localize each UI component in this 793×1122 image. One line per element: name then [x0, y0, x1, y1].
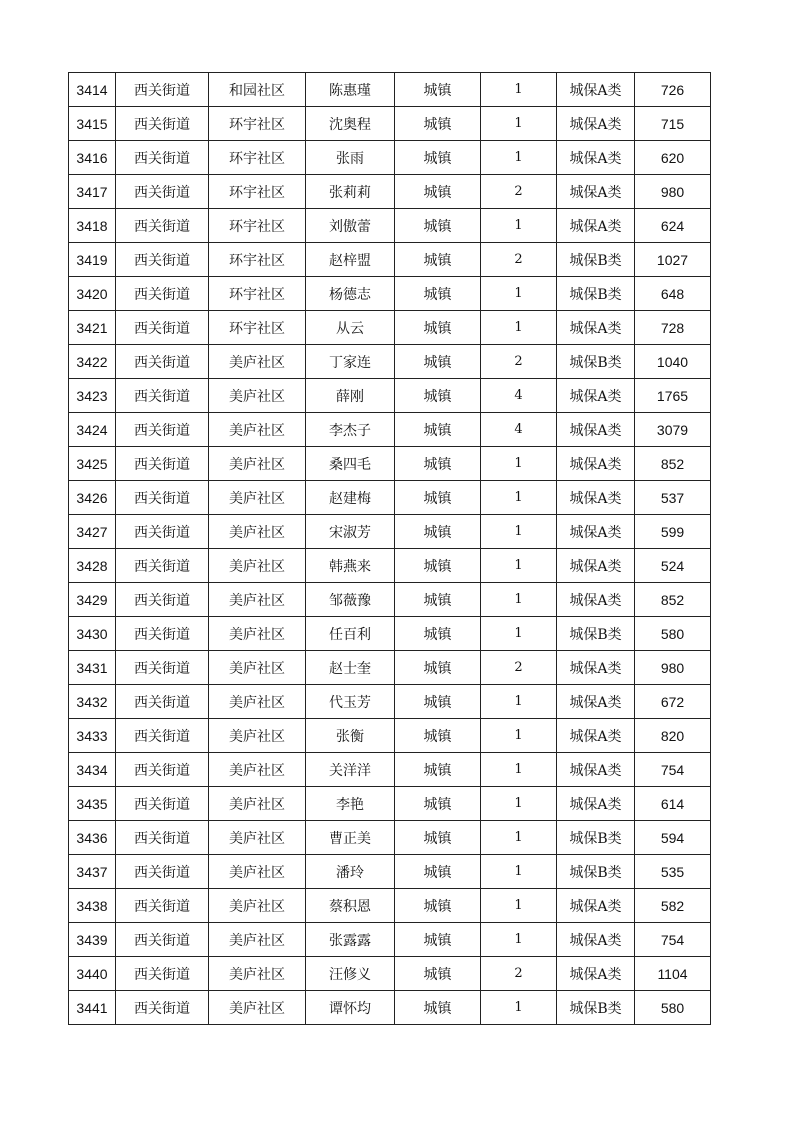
household-type-cell: 城镇 — [395, 141, 481, 175]
household-size-cell: 2 — [481, 345, 557, 379]
community-cell: 美庐社区 — [209, 855, 306, 889]
amount-cell: 852 — [635, 447, 711, 481]
household-type-cell: 城镇 — [395, 73, 481, 107]
household-type-cell: 城镇 — [395, 957, 481, 991]
amount-cell: 726 — [635, 73, 711, 107]
subdistrict-cell: 西关街道 — [116, 991, 209, 1025]
household-type-cell: 城镇 — [395, 447, 481, 481]
serial-number-cell: 3430 — [69, 617, 116, 651]
insurance-category-cell: 城保A类 — [557, 481, 635, 515]
name-cell: 沈奥程 — [306, 107, 395, 141]
amount-cell: 852 — [635, 583, 711, 617]
table-row — [69, 243, 711, 277]
community-cell: 和园社区 — [209, 73, 306, 107]
serial-number-cell: 3422 — [69, 345, 116, 379]
table-row — [69, 515, 711, 549]
household-type-cell: 城镇 — [395, 583, 481, 617]
community-cell: 环宇社区 — [209, 175, 306, 209]
community-cell: 美庐社区 — [209, 651, 306, 685]
household-size-cell: 1 — [481, 719, 557, 753]
table-row — [69, 957, 711, 991]
amount-cell: 980 — [635, 651, 711, 685]
serial-number-cell: 3441 — [69, 991, 116, 1025]
table-row — [69, 787, 711, 821]
household-type-cell: 城镇 — [395, 685, 481, 719]
amount-cell: 535 — [635, 855, 711, 889]
name-cell: 刘傲蕾 — [306, 209, 395, 243]
subdistrict-cell: 西关街道 — [116, 175, 209, 209]
amount-cell: 1104 — [635, 957, 711, 991]
community-cell: 美庐社区 — [209, 515, 306, 549]
serial-number-cell: 3437 — [69, 855, 116, 889]
household-type-cell: 城镇 — [395, 719, 481, 753]
table-row — [69, 175, 711, 209]
subdistrict-cell: 西关街道 — [116, 107, 209, 141]
insurance-category-cell: 城保B类 — [557, 855, 635, 889]
amount-cell: 594 — [635, 821, 711, 855]
community-cell: 美庐社区 — [209, 753, 306, 787]
household-size-cell: 1 — [481, 855, 557, 889]
community-cell: 美庐社区 — [209, 923, 306, 957]
community-cell: 美庐社区 — [209, 345, 306, 379]
amount-cell: 1040 — [635, 345, 711, 379]
community-cell: 美庐社区 — [209, 549, 306, 583]
insurance-category-cell: 城保A类 — [557, 583, 635, 617]
serial-number-cell: 3429 — [69, 583, 116, 617]
insurance-category-cell: 城保A类 — [557, 515, 635, 549]
insurance-category-cell: 城保A类 — [557, 73, 635, 107]
table-row — [69, 549, 711, 583]
name-cell: 蔡积恩 — [306, 889, 395, 923]
subdistrict-cell: 西关街道 — [116, 481, 209, 515]
insurance-category-cell: 城保A类 — [557, 923, 635, 957]
subdistrict-cell: 西关街道 — [116, 855, 209, 889]
insurance-category-cell: 城保A类 — [557, 549, 635, 583]
household-type-cell: 城镇 — [395, 379, 481, 413]
name-cell: 张莉莉 — [306, 175, 395, 209]
serial-number-cell: 3432 — [69, 685, 116, 719]
insurance-category-cell: 城保B类 — [557, 991, 635, 1025]
household-size-cell: 2 — [481, 651, 557, 685]
subdistrict-cell: 西关街道 — [116, 957, 209, 991]
household-type-cell: 城镇 — [395, 481, 481, 515]
household-size-cell: 1 — [481, 685, 557, 719]
name-cell: 代玉芳 — [306, 685, 395, 719]
subdistrict-cell: 西关街道 — [116, 787, 209, 821]
household-type-cell: 城镇 — [395, 277, 481, 311]
household-type-cell: 城镇 — [395, 107, 481, 141]
amount-cell: 624 — [635, 209, 711, 243]
subdistrict-cell: 西关街道 — [116, 209, 209, 243]
household-size-cell: 2 — [481, 175, 557, 209]
insurance-category-cell: 城保A类 — [557, 379, 635, 413]
name-cell: 张雨 — [306, 141, 395, 175]
household-size-cell: 1 — [481, 617, 557, 651]
name-cell: 张衡 — [306, 719, 395, 753]
table-row — [69, 821, 711, 855]
serial-number-cell: 3436 — [69, 821, 116, 855]
community-cell: 美庐社区 — [209, 787, 306, 821]
name-cell: 汪修义 — [306, 957, 395, 991]
serial-number-cell: 3431 — [69, 651, 116, 685]
household-type-cell: 城镇 — [395, 243, 481, 277]
insurance-category-cell: 城保A类 — [557, 413, 635, 447]
name-cell: 丁家连 — [306, 345, 395, 379]
household-size-cell: 1 — [481, 515, 557, 549]
household-size-cell: 1 — [481, 583, 557, 617]
insurance-category-cell: 城保A类 — [557, 957, 635, 991]
serial-number-cell: 3421 — [69, 311, 116, 345]
serial-number-cell: 3433 — [69, 719, 116, 753]
table-row — [69, 311, 711, 345]
community-cell: 美庐社区 — [209, 379, 306, 413]
subdistrict-cell: 西关街道 — [116, 923, 209, 957]
insurance-category-cell: 城保A类 — [557, 141, 635, 175]
table-row — [69, 413, 711, 447]
community-cell: 美庐社区 — [209, 957, 306, 991]
household-size-cell: 1 — [481, 277, 557, 311]
amount-cell: 620 — [635, 141, 711, 175]
serial-number-cell: 3440 — [69, 957, 116, 991]
table-row — [69, 889, 711, 923]
household-size-cell: 1 — [481, 311, 557, 345]
household-type-cell: 城镇 — [395, 753, 481, 787]
serial-number-cell: 3424 — [69, 413, 116, 447]
table-row — [69, 73, 711, 107]
community-cell: 美庐社区 — [209, 719, 306, 753]
household-type-cell: 城镇 — [395, 651, 481, 685]
amount-cell: 580 — [635, 991, 711, 1025]
insurance-category-cell: 城保B类 — [557, 345, 635, 379]
table-row — [69, 991, 711, 1025]
amount-cell: 537 — [635, 481, 711, 515]
amount-cell: 648 — [635, 277, 711, 311]
insurance-category-cell: 城保A类 — [557, 447, 635, 481]
amount-cell: 754 — [635, 923, 711, 957]
subdistrict-cell: 西关街道 — [116, 413, 209, 447]
household-type-cell: 城镇 — [395, 617, 481, 651]
amount-cell: 599 — [635, 515, 711, 549]
subdistrict-cell: 西关街道 — [116, 141, 209, 175]
household-size-cell: 1 — [481, 753, 557, 787]
household-size-cell: 1 — [481, 889, 557, 923]
amount-cell: 672 — [635, 685, 711, 719]
table-row — [69, 855, 711, 889]
subdistrict-cell: 西关街道 — [116, 277, 209, 311]
insurance-category-cell: 城保A类 — [557, 311, 635, 345]
table-row — [69, 651, 711, 685]
insurance-category-cell: 城保A类 — [557, 753, 635, 787]
household-type-cell: 城镇 — [395, 923, 481, 957]
subdistrict-cell: 西关街道 — [116, 651, 209, 685]
name-cell: 韩燕来 — [306, 549, 395, 583]
subdistrict-cell: 西关街道 — [116, 753, 209, 787]
household-type-cell: 城镇 — [395, 991, 481, 1025]
household-size-cell: 1 — [481, 821, 557, 855]
household-type-cell: 城镇 — [395, 209, 481, 243]
insurance-category-cell: 城保A类 — [557, 889, 635, 923]
serial-number-cell: 3415 — [69, 107, 116, 141]
roster-table — [68, 72, 711, 1025]
name-cell: 赵梓盟 — [306, 243, 395, 277]
subdistrict-cell: 西关街道 — [116, 719, 209, 753]
amount-cell: 820 — [635, 719, 711, 753]
community-cell: 环宇社区 — [209, 141, 306, 175]
community-cell: 美庐社区 — [209, 821, 306, 855]
household-type-cell: 城镇 — [395, 515, 481, 549]
community-cell: 美庐社区 — [209, 413, 306, 447]
amount-cell: 580 — [635, 617, 711, 651]
amount-cell: 582 — [635, 889, 711, 923]
household-type-cell: 城镇 — [395, 787, 481, 821]
subdistrict-cell: 西关街道 — [116, 617, 209, 651]
serial-number-cell: 3417 — [69, 175, 116, 209]
roster-table-body — [69, 73, 711, 1025]
name-cell: 宋淑芳 — [306, 515, 395, 549]
serial-number-cell: 3428 — [69, 549, 116, 583]
table-row — [69, 345, 711, 379]
name-cell: 薛刚 — [306, 379, 395, 413]
household-size-cell: 4 — [481, 379, 557, 413]
name-cell: 谭怀均 — [306, 991, 395, 1025]
amount-cell: 754 — [635, 753, 711, 787]
name-cell: 潘玲 — [306, 855, 395, 889]
community-cell: 美庐社区 — [209, 991, 306, 1025]
serial-number-cell: 3426 — [69, 481, 116, 515]
name-cell: 赵士奎 — [306, 651, 395, 685]
name-cell: 杨德志 — [306, 277, 395, 311]
name-cell: 李杰子 — [306, 413, 395, 447]
subdistrict-cell: 西关街道 — [116, 73, 209, 107]
insurance-category-cell: 城保A类 — [557, 651, 635, 685]
table-row — [69, 277, 711, 311]
household-size-cell: 4 — [481, 413, 557, 447]
amount-cell: 614 — [635, 787, 711, 821]
subdistrict-cell: 西关街道 — [116, 447, 209, 481]
subdistrict-cell: 西关街道 — [116, 583, 209, 617]
community-cell: 环宇社区 — [209, 277, 306, 311]
community-cell: 美庐社区 — [209, 685, 306, 719]
name-cell: 曹正美 — [306, 821, 395, 855]
amount-cell: 524 — [635, 549, 711, 583]
table-row — [69, 617, 711, 651]
community-cell: 美庐社区 — [209, 617, 306, 651]
insurance-category-cell: 城保B类 — [557, 243, 635, 277]
household-size-cell: 1 — [481, 209, 557, 243]
subdistrict-cell: 西关街道 — [116, 379, 209, 413]
name-cell: 陈惠瑾 — [306, 73, 395, 107]
name-cell: 关洋洋 — [306, 753, 395, 787]
insurance-category-cell: 城保A类 — [557, 107, 635, 141]
serial-number-cell: 3425 — [69, 447, 116, 481]
serial-number-cell: 3439 — [69, 923, 116, 957]
table-row — [69, 583, 711, 617]
household-size-cell: 1 — [481, 923, 557, 957]
community-cell: 美庐社区 — [209, 889, 306, 923]
serial-number-cell: 3420 — [69, 277, 116, 311]
subdistrict-cell: 西关街道 — [116, 889, 209, 923]
household-size-cell: 1 — [481, 481, 557, 515]
table-row — [69, 379, 711, 413]
household-size-cell: 1 — [481, 549, 557, 583]
name-cell: 从云 — [306, 311, 395, 345]
household-size-cell: 1 — [481, 991, 557, 1025]
subdistrict-cell: 西关街道 — [116, 345, 209, 379]
amount-cell: 715 — [635, 107, 711, 141]
serial-number-cell: 3423 — [69, 379, 116, 413]
name-cell: 李艳 — [306, 787, 395, 821]
serial-number-cell: 3438 — [69, 889, 116, 923]
household-size-cell: 2 — [481, 957, 557, 991]
household-type-cell: 城镇 — [395, 311, 481, 345]
insurance-category-cell: 城保A类 — [557, 787, 635, 821]
serial-number-cell: 3419 — [69, 243, 116, 277]
serial-number-cell: 3418 — [69, 209, 116, 243]
subdistrict-cell: 西关街道 — [116, 821, 209, 855]
amount-cell: 728 — [635, 311, 711, 345]
insurance-category-cell: 城保B类 — [557, 277, 635, 311]
name-cell: 赵建梅 — [306, 481, 395, 515]
household-size-cell: 2 — [481, 243, 557, 277]
household-size-cell: 1 — [481, 107, 557, 141]
household-type-cell: 城镇 — [395, 855, 481, 889]
subdistrict-cell: 西关街道 — [116, 515, 209, 549]
table-row — [69, 753, 711, 787]
amount-cell: 980 — [635, 175, 711, 209]
community-cell: 美庐社区 — [209, 447, 306, 481]
table-row — [69, 209, 711, 243]
household-size-cell: 1 — [481, 73, 557, 107]
community-cell: 环宇社区 — [209, 311, 306, 345]
subdistrict-cell: 西关街道 — [116, 311, 209, 345]
household-size-cell: 1 — [481, 141, 557, 175]
table-row — [69, 719, 711, 753]
community-cell: 美庐社区 — [209, 481, 306, 515]
household-type-cell: 城镇 — [395, 175, 481, 209]
community-cell: 环宇社区 — [209, 107, 306, 141]
serial-number-cell: 3416 — [69, 141, 116, 175]
table-row — [69, 141, 711, 175]
table-row — [69, 685, 711, 719]
insurance-category-cell: 城保A类 — [557, 209, 635, 243]
table-row — [69, 481, 711, 515]
household-size-cell: 1 — [481, 787, 557, 821]
serial-number-cell: 3414 — [69, 73, 116, 107]
household-type-cell: 城镇 — [395, 413, 481, 447]
insurance-category-cell: 城保B类 — [557, 821, 635, 855]
name-cell: 邹薇豫 — [306, 583, 395, 617]
subdistrict-cell: 西关街道 — [116, 549, 209, 583]
name-cell: 桑四毛 — [306, 447, 395, 481]
household-type-cell: 城镇 — [395, 549, 481, 583]
table-row — [69, 923, 711, 957]
table-row — [69, 107, 711, 141]
household-type-cell: 城镇 — [395, 345, 481, 379]
amount-cell: 1027 — [635, 243, 711, 277]
table-row — [69, 447, 711, 481]
insurance-category-cell: 城保B类 — [557, 617, 635, 651]
community-cell: 环宇社区 — [209, 209, 306, 243]
serial-number-cell: 3427 — [69, 515, 116, 549]
insurance-category-cell: 城保A类 — [557, 685, 635, 719]
serial-number-cell: 3435 — [69, 787, 116, 821]
insurance-category-cell: 城保A类 — [557, 175, 635, 209]
household-type-cell: 城镇 — [395, 821, 481, 855]
amount-cell: 1765 — [635, 379, 711, 413]
insurance-category-cell: 城保A类 — [557, 719, 635, 753]
subdistrict-cell: 西关街道 — [116, 243, 209, 277]
community-cell: 美庐社区 — [209, 583, 306, 617]
subdistrict-cell: 西关街道 — [116, 685, 209, 719]
serial-number-cell: 3434 — [69, 753, 116, 787]
household-type-cell: 城镇 — [395, 889, 481, 923]
community-cell: 环宇社区 — [209, 243, 306, 277]
amount-cell: 3079 — [635, 413, 711, 447]
name-cell: 任百利 — [306, 617, 395, 651]
household-size-cell: 1 — [481, 447, 557, 481]
name-cell: 张露露 — [306, 923, 395, 957]
